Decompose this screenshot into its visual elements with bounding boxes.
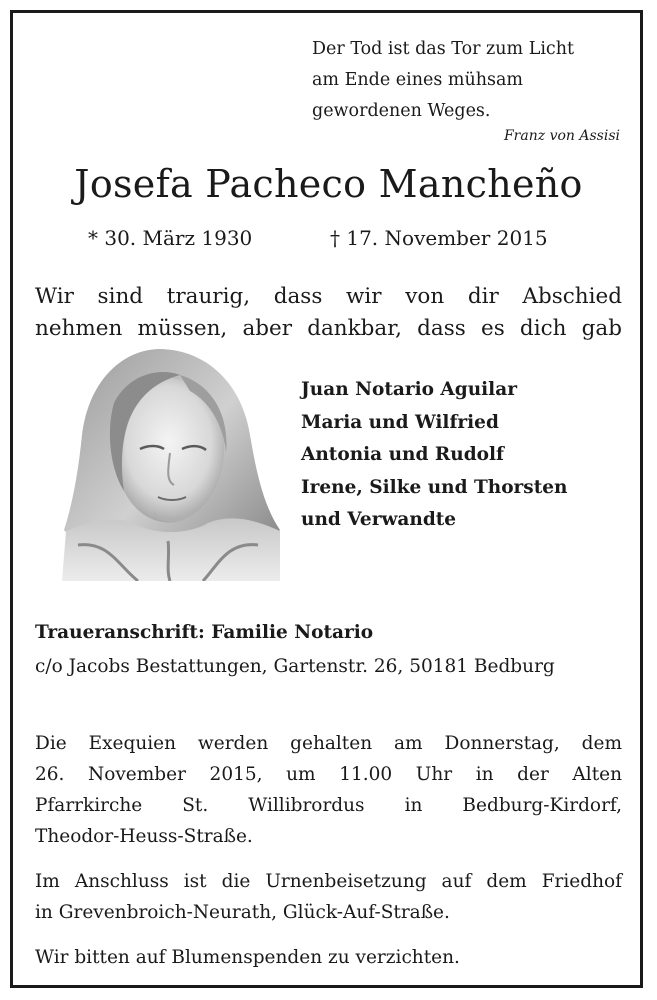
mourner-name: Maria und Wilfried: [301, 411, 499, 433]
flowers-note: Wir bitten auf Blumenspenden zu verzichten.: [35, 947, 460, 968]
service-line: 26. November 2015, um 11.00 Uhr in der Alten: [35, 764, 622, 785]
madonna-image: [58, 345, 284, 581]
birth-date: * 30. März 1930: [88, 226, 253, 250]
service-line: Die Exequien werden gehalten am Donnerstag, dem: [35, 733, 622, 754]
farewell-line: Wir sind traurig, dass wir von dir Abschied: [35, 284, 622, 309]
quote: [312, 34, 574, 127]
address-title: Traueranschrift: Familie Notario: [35, 622, 374, 643]
service-paragraph: [35, 728, 622, 852]
farewell-line: nehmen müssen, aber dankbar, dass es dich gab: [35, 316, 622, 341]
service-line: Pfarrkirche St. Willibrordus in Bedburg-Kirdorf,: [35, 795, 622, 816]
address-line: c/o Jacobs Bestattungen, Gartenstr. 26, 50181 Bedburg: [35, 656, 555, 677]
mourner-name: Antonia und Rudolf: [301, 444, 504, 465]
death-date: † 17. November 2015: [330, 226, 548, 250]
service-line: Theodor-Heuss-Straße.: [35, 826, 253, 847]
mourner-name: Irene, Silke und Thorsten: [301, 476, 568, 498]
burial-paragraph: [35, 866, 622, 928]
quote-author: Franz von Assisi: [503, 128, 620, 144]
burial-line: in Grevenbroich-Neurath, Glück-Auf-Straße.: [35, 902, 450, 923]
quote-line: gewordenen Weges.: [312, 101, 491, 121]
quote-line: Der Tod ist das Tor zum Licht: [312, 39, 575, 59]
mourner-name: Juan Notario Aguilar: [301, 379, 517, 400]
mourner-name: und Verwandte: [301, 509, 457, 530]
deceased-name: Josefa Pacheco Mancheño: [74, 162, 583, 206]
burial-line: Im Anschluss ist die Urnenbeisetzung auf dem Friedhof: [35, 871, 622, 892]
mourners-list: [301, 374, 567, 537]
farewell-text: [35, 281, 622, 345]
quote-line: am Ende eines mühsam: [312, 70, 524, 90]
